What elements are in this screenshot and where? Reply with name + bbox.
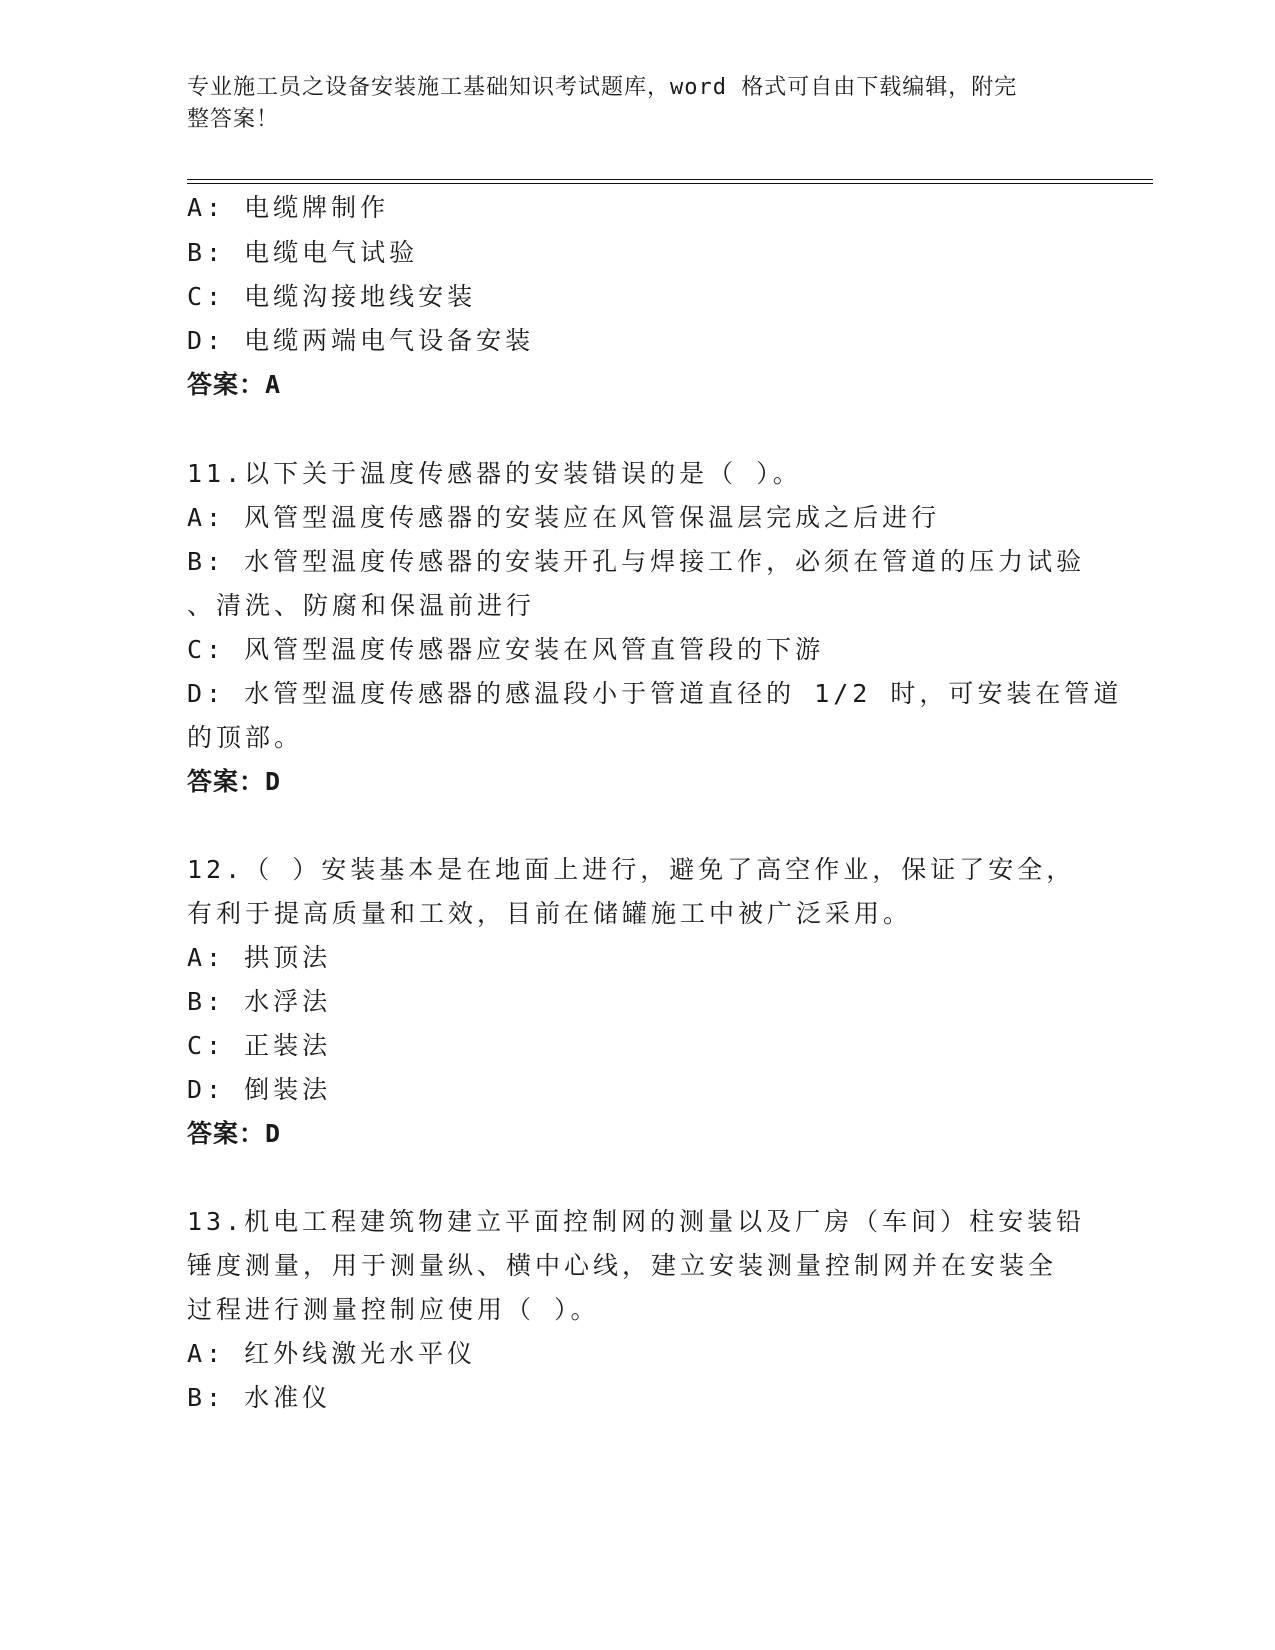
q13-stem-line-3: 过程进行测量控制应使用（ ）。 (187, 1295, 600, 1324)
q11-stem-line-1: 11.以下关于温度传感器的安装错误的是（ ）。 (187, 459, 802, 488)
header-divider-bottom (187, 183, 1153, 184)
q11-option-b: B: 水管型温度传感器的安装开孔与焊接工作，必须在管道的压力试验 (187, 547, 1086, 576)
q12-option-c: C: 正装法 (187, 1031, 332, 1060)
q12-stem-line-1: 12.（ ）安装基本是在地面上进行，避免了高空作业，保证了安全， (187, 855, 1076, 884)
q11-option-b-cont: 、清洗、防腐和保温前进行 (187, 591, 536, 620)
q12-answer: 答案：D (187, 1119, 282, 1148)
q11-option-d-cont: 的顶部。 (187, 723, 304, 752)
header-divider-top (187, 179, 1153, 180)
q13-stem-line-1: 13.机电工程建筑物建立平面控制网的测量以及厂房（车间）柱安装铅 (187, 1207, 1086, 1236)
q13-stem-line-2: 锤度测量，用于测量纵、横中心线，建立安装测量控制网并在安装全 (187, 1251, 1058, 1280)
q11-option-d: D: 水管型温度传感器的感温段小于管道直径的 1/2 时，可安装在管道 (187, 679, 1123, 708)
q10-option-d: D: 电缆两端电气设备安装 (187, 326, 535, 355)
q11-option-c: C: 风管型温度传感器应安装在风管直管段的下游 (187, 635, 825, 664)
q10-option-b: B: 电缆电气试验 (187, 238, 419, 267)
q10-option-a: A: 电缆牌制作 (187, 193, 390, 222)
q11-option-a: A: 风管型温度传感器的安装应在风管保温层完成之后进行 (187, 503, 941, 532)
q11-answer: 答案：D (187, 767, 282, 796)
q12-option-b: B: 水浮法 (187, 987, 332, 1016)
q10-answer: 答案：A (187, 370, 282, 399)
header-line-2: 整答案！ (187, 107, 280, 132)
q13-option-b: B: 水准仪 (187, 1383, 332, 1412)
header-line-1: 专业施工员之设备安装施工基础知识考试题库，word 格式可自由下载编辑，附完 (187, 75, 1018, 100)
q12-option-d: D: 倒装法 (187, 1075, 332, 1104)
q13-option-a: A: 红外线激光水平仪 (187, 1339, 477, 1368)
document-header (187, 72, 1067, 136)
q12-stem-line-2: 有利于提高质量和工效，目前在储罐施工中被广泛采用。 (187, 899, 913, 928)
q10-option-c: C: 电缆沟接地线安装 (187, 282, 477, 311)
q12-option-a: A: 拱顶法 (187, 943, 332, 972)
